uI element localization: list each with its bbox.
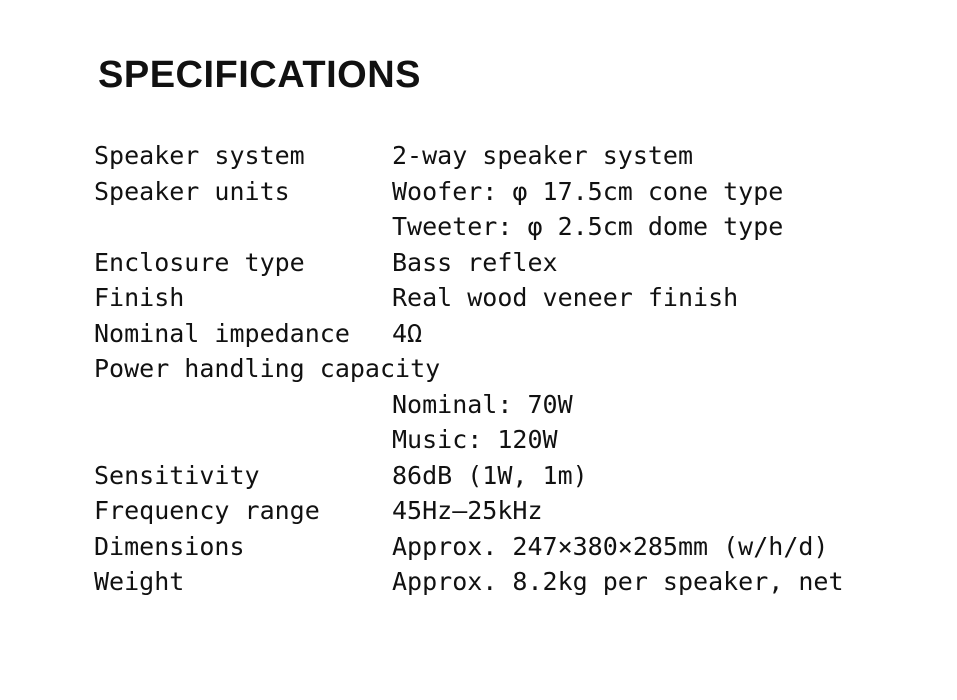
- spec-label: Frequency range: [94, 496, 320, 525]
- spec-row-finish: [94, 280, 844, 316]
- spec-row-speaker-system: [94, 138, 844, 174]
- spec-label: Finish: [94, 283, 185, 312]
- spec-row-sensitivity: [94, 458, 844, 494]
- spec-label: Dimensions: [94, 531, 245, 561]
- spec-row-enclosure-type: [94, 245, 844, 281]
- spec-value: Nominal: 70W: [392, 389, 573, 419]
- spec-row-weight: [94, 564, 844, 600]
- spec-row-power-music: [94, 422, 844, 458]
- spec-value: Approx. 8.2kg per speaker, net: [392, 567, 844, 596]
- spec-label: Sensitivity: [94, 460, 260, 490]
- spec-value: Woofer: φ 17.5cm cone type: [392, 176, 784, 206]
- spec-value: 45Hz—25kHz: [392, 496, 543, 525]
- spec-label: [94, 387, 392, 423]
- spec-row-power-nominal: [94, 387, 844, 423]
- spec-value: Bass reflex: [392, 247, 558, 277]
- spec-value: Tweeter: φ 2.5cm dome type: [392, 212, 784, 241]
- spec-value: Real wood veneer finish: [392, 283, 739, 312]
- spec-label: Speaker units: [94, 176, 290, 206]
- spec-row-frequency-range: [94, 493, 844, 529]
- spec-row-dimensions: [94, 529, 844, 565]
- page-title: SPECIFICATIONS: [98, 54, 421, 96]
- spec-value: Music: 120W: [392, 425, 558, 454]
- spec-value: 4Ω: [392, 318, 423, 348]
- spec-row-power-handling-capacity: [94, 351, 844, 387]
- spec-value: 2-way speaker system: [392, 141, 694, 170]
- spec-row-nominal-impedance: [94, 316, 844, 352]
- spec-label: Power handling capacity: [94, 354, 441, 383]
- spec-label: [94, 422, 392, 458]
- spec-label: Speaker system: [94, 141, 305, 170]
- spec-row-speaker-units: [94, 174, 844, 210]
- spec-label: Enclosure type: [94, 247, 305, 277]
- spec-label: Nominal impedance: [94, 318, 350, 348]
- spec-value: Approx. 247×380×285mm (w/h/d): [392, 531, 829, 561]
- spec-value: 86dB (1W, 1m): [392, 460, 588, 490]
- spec-label: [94, 209, 392, 245]
- spec-row-speaker-units-tweeter: [94, 209, 844, 245]
- spec-table: [94, 138, 844, 600]
- spec-label: Weight: [94, 567, 185, 596]
